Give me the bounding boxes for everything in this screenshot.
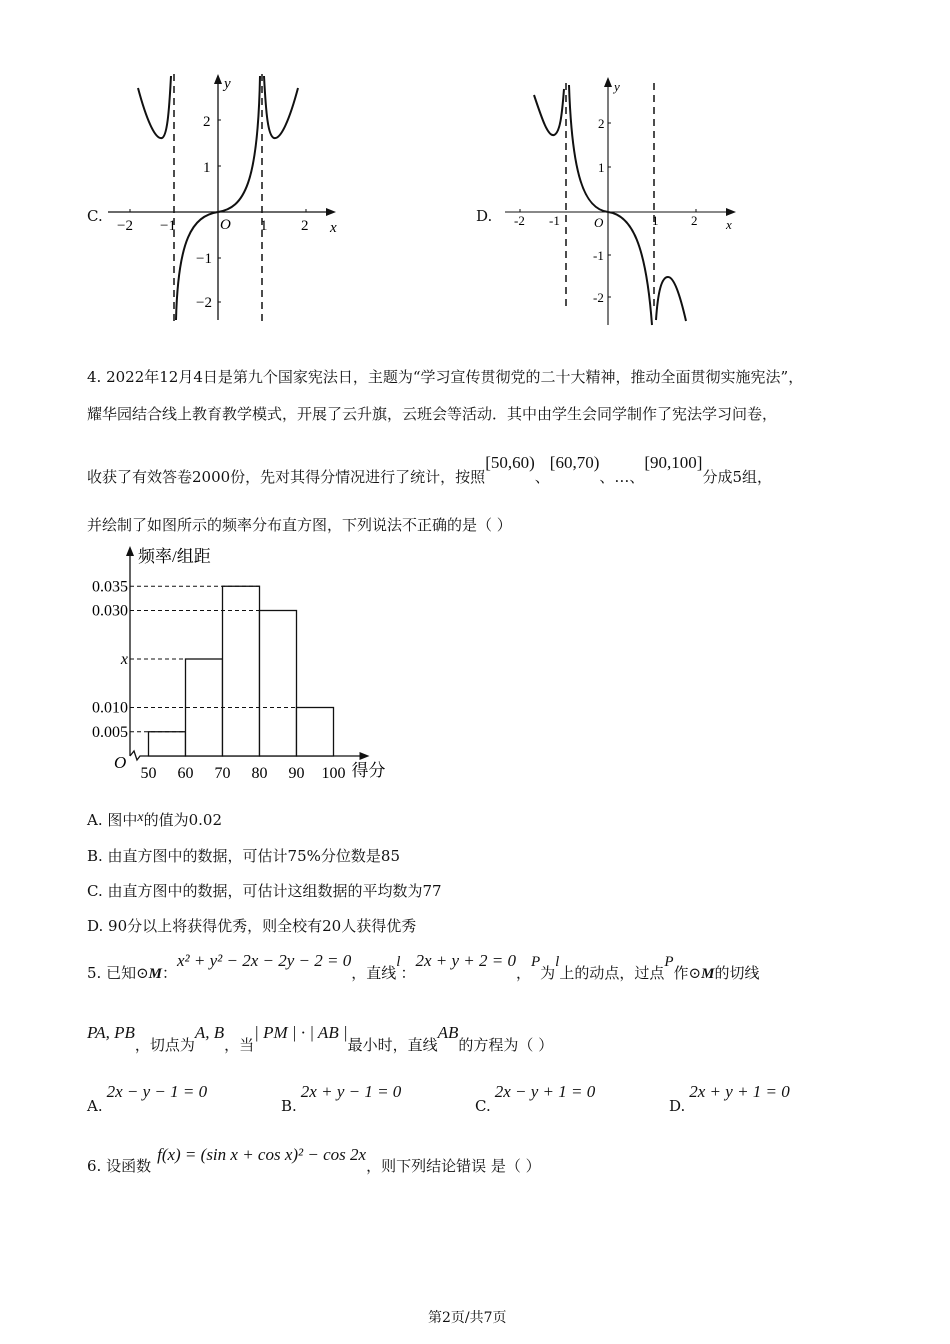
q4-line3: 收获了有效答卷2000份，先对其得分情况进行了统计，按照[50,60)、[60,70)、…、[90,100]分成5组， xyxy=(87,453,772,486)
graph-d-ytick: 1 xyxy=(598,160,605,175)
graph-d-xtick: 2 xyxy=(691,213,698,228)
graph-d-ytick: 2 xyxy=(598,116,605,131)
graph-d-y-axis-label: y xyxy=(614,79,620,94)
histogram-y-tick: 0.035 xyxy=(92,578,128,596)
graph-c-ytick: 1 xyxy=(203,160,211,176)
histogram-x-tick: 50 xyxy=(140,765,157,782)
q4-line4: 并绘制了如图所示的频率分布直方图，下列说法不正确的是（ ） xyxy=(87,516,512,534)
q5-line1: 5. 已知⊙M：x² + y² − 2x − 2y − 2 = 0，直线l：2x + y + 2 = 0，P为l上的动点，过点P作⊙M的切线 xyxy=(87,951,760,982)
q6-line: 6. 设函数f(x) = (sin x + cos x)² − cos 2x，则下列结论错误 是（ ） xyxy=(87,1145,541,1175)
histogram-bar xyxy=(223,586,260,756)
graph-d-xtick: -1 xyxy=(549,213,560,228)
q4-interval-2: [60,70) xyxy=(549,453,600,472)
histogram-x-tick: 90 xyxy=(288,765,305,782)
graph-c-y-axis-label: y xyxy=(224,76,231,92)
histogram-y-tick: 0.010 xyxy=(92,699,128,717)
histogram-x-arrow xyxy=(360,752,370,760)
graph-d-xtick: -2 xyxy=(514,213,525,228)
histogram-y-label: 频率/组距 xyxy=(138,547,211,566)
graph-c xyxy=(100,70,350,325)
q5-option-d: D.2x + y + 1 = 0 xyxy=(669,1082,790,1115)
q4-interval-1: [50,60) xyxy=(485,453,535,472)
q5-option-a: A.2x − y − 1 = 0 xyxy=(87,1082,208,1115)
graph-c-ytick: −2 xyxy=(196,295,212,311)
graph-d xyxy=(500,75,750,330)
graph-c-xtick: 1 xyxy=(260,218,268,234)
q4-option-d: D. 90分以上将获得优秀，则全校有20人获得优秀 xyxy=(87,917,417,935)
graph-c-ytick: 2 xyxy=(203,114,211,130)
histogram-x-tick: 60 xyxy=(177,765,194,782)
option-d-label: D. xyxy=(476,207,493,225)
histogram-x-label: 得分 xyxy=(351,761,386,780)
q5-option-b: B.2x + y − 1 = 0 xyxy=(281,1082,402,1115)
q4-line2: 耀华园结合线上教育教学模式，开展了云升旗，云班会等活动．其中由学生会同学制作了宪法学习问卷， xyxy=(87,405,778,423)
page-footer: 第2页/共7页 xyxy=(428,1310,507,1326)
option-c-label: C. xyxy=(87,207,103,225)
histogram-y-tick: 0.030 xyxy=(92,602,128,620)
histogram-x-tick: 70 xyxy=(214,765,231,782)
q6-function: f(x) = (sin x + cos x)² − cos 2x xyxy=(157,1145,367,1164)
q4-interval-3: [90,100] xyxy=(644,453,703,472)
q4-line3-text: 收获了有效答卷2000份，先对其得分情况进行了统计，按照 xyxy=(87,468,486,486)
histogram-x-tick: 80 xyxy=(251,765,268,782)
histogram-y-tick: 0.005 xyxy=(92,723,128,741)
q5-option-c: C.2x − y + 1 = 0 xyxy=(475,1082,596,1115)
graph-d-origin: O xyxy=(594,215,604,230)
histogram-y-tick: x xyxy=(120,651,128,668)
histogram-bar xyxy=(260,611,297,757)
histogram-x-tick: 100 xyxy=(321,765,346,782)
graph-c-x-axis-label: x xyxy=(330,220,337,236)
histogram-bar xyxy=(149,732,186,756)
graph-d-xtick: 1 xyxy=(652,213,659,228)
frequency-histogram xyxy=(82,540,412,785)
q4-option-b: B. 由直方图中的数据，可估计75%分位数是85 xyxy=(87,847,400,865)
histogram-origin: O xyxy=(114,753,127,772)
q5-product: | PM | · | AB | xyxy=(254,1023,348,1042)
q4-line1: 4. 2022年12月4日是第九个国家宪法日，主题为“学习宣传贯彻党的二十大精神，推动全面贯彻实施宪法”， xyxy=(87,368,804,386)
q5-line2: PA, PB，切点为A, B，当| PM | · | AB |最小时，直线AB的方程为（ ） xyxy=(87,1023,554,1054)
q5-circle-equation: x² + y² − 2x − 2y − 2 = 0 xyxy=(177,951,352,970)
q5-line-equation: 2x + y + 2 = 0 xyxy=(415,951,516,970)
graph-c-xtick: −1 xyxy=(160,218,176,234)
q4-option-a: A. 图中x的值为0.02 xyxy=(87,810,222,829)
graph-c-origin: O xyxy=(220,217,231,233)
graph-d-ytick: -1 xyxy=(593,248,604,263)
histogram-y-arrow xyxy=(126,546,134,556)
graph-c-ytick: −1 xyxy=(196,251,212,267)
q4-option-c: C. 由直方图中的数据，可估计这组数据的平均数为77 xyxy=(87,882,442,900)
graph-d-ytick: -2 xyxy=(593,290,604,305)
graph-c-xtick: 2 xyxy=(301,218,309,234)
graph-c-xtick: −2 xyxy=(117,218,133,234)
graph-d-x-axis-label: x xyxy=(726,217,732,232)
histogram-bar xyxy=(297,708,334,757)
